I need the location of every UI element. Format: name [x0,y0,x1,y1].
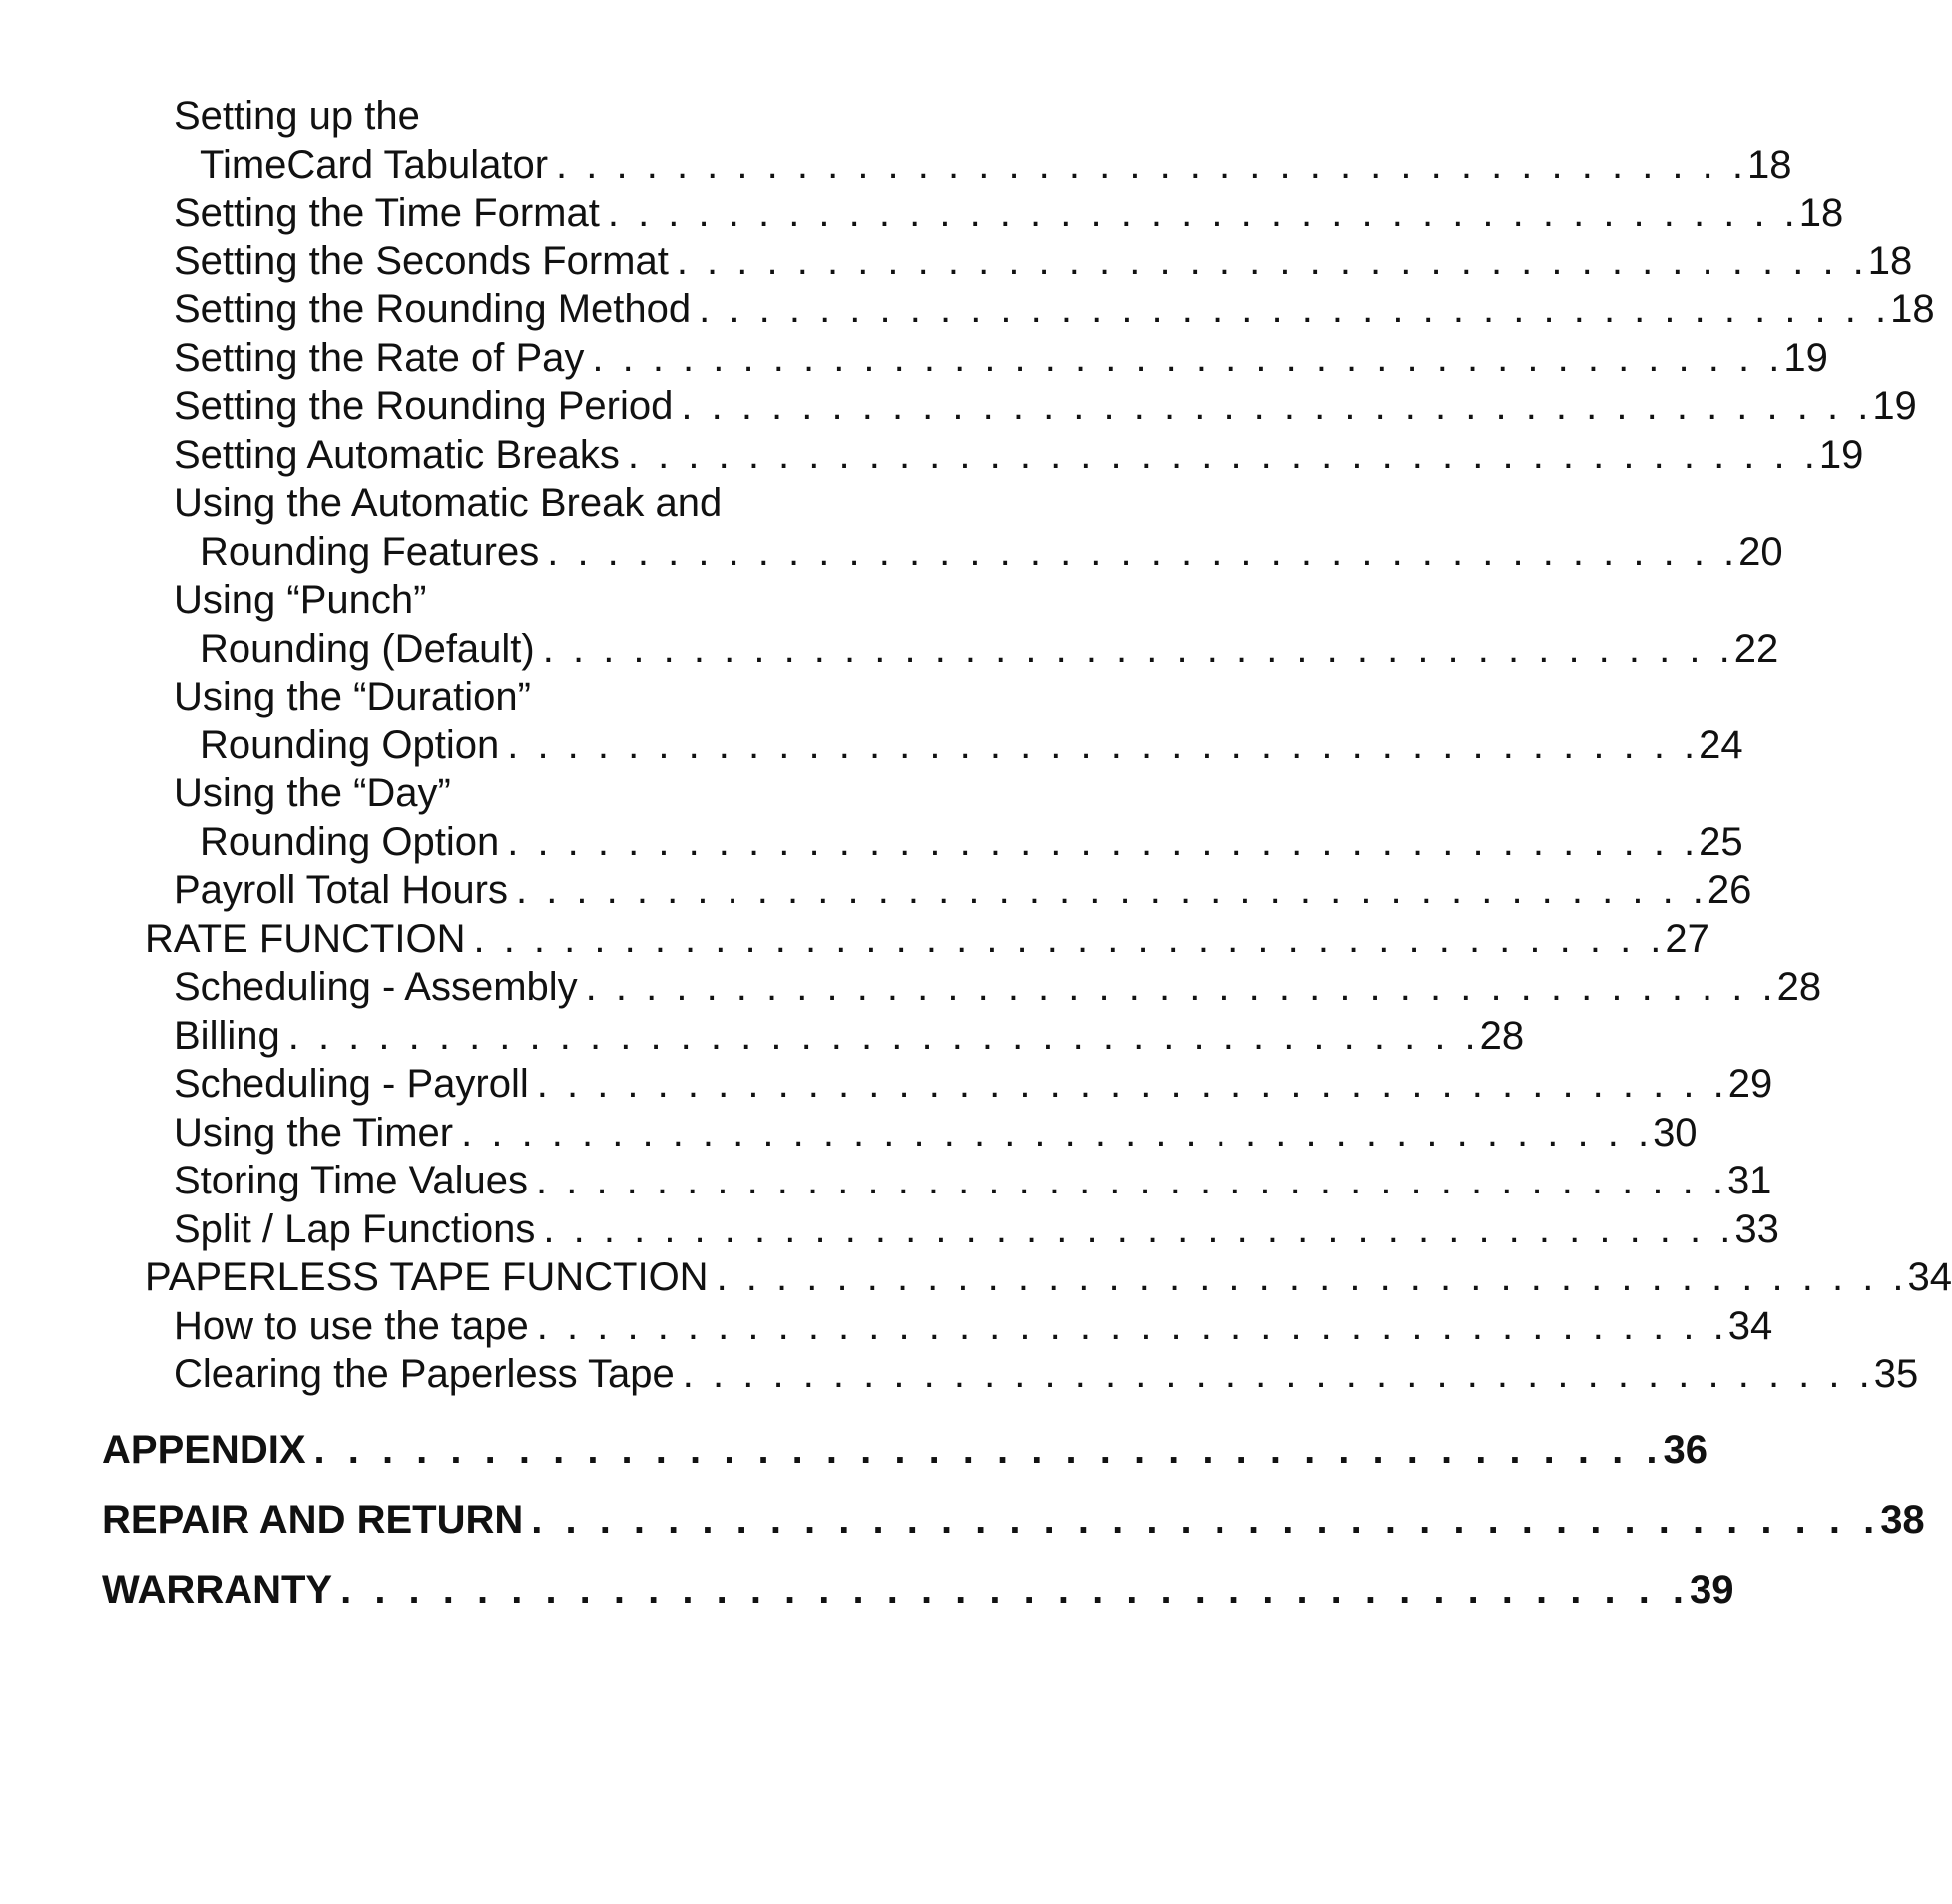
dot-leader: . . . . . . . . . . . . . . . . . . . . . . . . . . . . . . . . . . . . . . . . [676,238,1868,283]
toc-page-number: 34 [1907,1255,1952,1299]
toc-subsection-entry[interactable] [0,963,1822,1012]
toc-entry-title: Using the “Duration” [174,675,531,718]
toc-entry-line [0,963,1822,1012]
toc-entry-title: TimeCard Tabulator [200,142,549,187]
toc-entry-title: Scheduling - Assembly [174,965,578,1009]
toc-subsection-entry[interactable] [0,431,1864,480]
toc-page-number: 26 [1707,868,1752,912]
toc-entry-title: RATE FUNCTION [145,916,466,961]
toc-page-number: 25 [1699,819,1743,864]
dot-leader: . . . . . . . . . . . . . . . . . . . . . . . . . . . . . . . . . . . . . . . . [515,868,1708,912]
toc-page-number: 28 [1776,965,1822,1009]
toc-page-number: 28 [1479,1013,1525,1058]
toc-entry-line [0,334,1828,383]
toc-chapter-entry[interactable] [0,1415,1708,1485]
toc-entry-title: Setting the Rounding Period [174,384,674,428]
toc-page-number: 18 [1867,238,1913,283]
toc-entry-title: Rounding (Default) [200,626,535,671]
toc-entry-line [0,1205,1779,1254]
toc-entry-line [0,1157,1772,1205]
toc-page-number: 20 [1738,529,1783,574]
table-of-contents [0,92,1952,1625]
toc-entry-line [0,866,1752,915]
toc-subsection-entry[interactable] [0,479,1783,576]
toc-entry-title: Setting Automatic Breaks [174,432,620,477]
toc-page-number: 31 [1726,1159,1772,1202]
toc-chapter-title: REPAIR AND RETURN [102,1497,524,1542]
toc-subsection-entry[interactable] [0,1012,1525,1061]
toc-entry-line [0,189,1844,238]
dot-leader: . . . . . . . . . . . . . . . . . . . . . . . . . . . . . . . . . . . . . . . . [543,1206,1735,1251]
dot-leader: . . . . . . . . . . . . . . . . . . . . . . . . . . . . . . . . . . . . . . . . [556,142,1747,187]
toc-page-number: 27 [1665,916,1709,961]
toc-subsection-entry[interactable] [0,285,1935,334]
dot-leader: . . . . . . . . . . . . . . . . . . . . . . . . . . . . . . . . . . . . . . . . [716,1255,1908,1299]
toc-entry-line [0,528,1783,577]
dot-leader: . . . . . . . . . . . . . . . . . . . . . . . . . . . . . . . . . . . . . . . . [507,722,1700,767]
toc-page-number: 36 [1663,1427,1708,1472]
toc-page-number: 18 [1747,142,1792,187]
toc-page-number: 19 [1872,384,1917,428]
toc-subsection-entry[interactable] [0,1109,1698,1158]
toc-subsection-entry[interactable] [0,1350,1919,1399]
toc-entry-line [0,1350,1919,1399]
toc-subsection-entry[interactable] [0,866,1752,915]
toc-entry-line [0,769,840,818]
toc-subsection-entry[interactable] [0,769,1743,866]
toc-entry-title: Rounding Option [200,722,500,767]
toc-entry-title: Storing Time Values [174,1159,528,1202]
dot-leader: . . . . . . . . . . . . . . . . . . . . . . . . . . . . . . . . . . . . . . . . [340,1567,1691,1612]
toc-entry-title: Setting the Seconds Format [174,238,669,283]
toc-page-number: 29 [1727,1062,1773,1106]
toc-entry-title: Using the “Day” [174,771,451,815]
toc-entry-line [0,431,1864,480]
toc-entry-title: Using “Punch” [174,578,427,622]
toc-entry-line [0,479,840,528]
toc-entry-line [0,92,840,141]
dot-leader: . . . . . . . . . . . . . . . . . . . . . . . . . . . . . . . . . . . . . . . . [536,1062,1728,1106]
toc-entry-title: Rounding Option [200,819,500,864]
section-gap [0,1399,952,1415]
toc-chapter-title: APPENDIX [102,1427,306,1472]
dot-leader: . . . . . . . . . . . . . . . . . . . . . . . . . . . . . . . . . . . . . . . . [536,1303,1728,1348]
toc-entry-line [0,285,1935,334]
toc-entry-line [0,673,840,721]
dot-leader: . . . . . . . . . . . . . . . . . . . . . . . . . . . . . . . . . . . . . . . . [682,1352,1874,1396]
toc-section-entry[interactable] [0,1253,1952,1302]
toc-page-number: 39 [1690,1567,1734,1612]
toc-page-number: 19 [1818,432,1864,477]
toc-entry-line [0,818,1743,867]
dot-leader: . . . . . . . . . . . . . . . . . . . . . . . . . . . . . . . . . . . . . . . . [681,384,1873,428]
toc-entry-title: How to use the tape [174,1303,529,1348]
toc-entry-line [0,1253,1952,1302]
toc-entry-line [0,576,840,625]
toc-chapter-title: WARRANTY [102,1567,333,1612]
dot-leader: . . . . . . . . . . . . . . . . . . . . . . . . . . . . . . . . . . . . . . . . [287,1013,1480,1058]
toc-entry-line [0,382,1917,431]
toc-subsection-entry[interactable] [0,1302,1773,1351]
toc-entry-title: Scheduling - Payroll [174,1062,529,1106]
dot-leader: . . . . . . . . . . . . . . . . . . . . . . . . . . . . . . . . . . . . . . . . [531,1497,1881,1542]
toc-entry-title: Using the Automatic Break and [174,481,723,525]
toc-page-number: 35 [1873,1352,1919,1396]
dot-leader: . . . . . . . . . . . . . . . . . . . . . . . . . . . . . . . . . . . . . . . . [627,432,1819,477]
toc-entry-line [0,1415,1708,1485]
dot-leader: . . . . . . . . . . . . . . . . . . . . . . . . . . . . . . . . . . . . . . . . [507,819,1700,864]
toc-entry-title: Split / Lap Functions [174,1206,536,1251]
toc-page-number: 33 [1734,1206,1779,1251]
toc-entry-line [0,238,1913,286]
dot-leader: . . . . . . . . . . . . . . . . . . . . . . . . . . . . . . . . . . . . . . . . [542,626,1734,671]
toc-page-number: 38 [1880,1497,1925,1542]
dot-leader: . . . . . . . . . . . . . . . . . . . . . . . . . . . . . . . . . . . . . . . . [473,916,1666,961]
toc-entry-line [0,625,1779,674]
toc-page-number: 34 [1727,1303,1773,1348]
toc-page-number: 24 [1699,722,1743,767]
toc-entry-line [0,1060,1773,1109]
toc-entry-line [0,1109,1698,1158]
dot-leader: . . . . . . . . . . . . . . . . . . . . . . . . . . . . . . . . . . . . . . . . [461,1110,1654,1155]
toc-page-number: 22 [1733,626,1779,671]
toc-subsection-entry[interactable] [0,334,1828,383]
toc-subsection-entry[interactable] [0,238,1913,286]
toc-page-number: 18 [1890,287,1935,331]
dot-leader: . . . . . . . . . . . . . . . . . . . . . . . . . . . . . . . . . . . . . . . . [535,1159,1727,1202]
toc-chapter-entry[interactable] [0,1485,1925,1555]
toc-subsection-entry[interactable] [0,92,1792,189]
toc-subsection-entry[interactable] [0,576,1779,673]
dot-leader: . . . . . . . . . . . . . . . . . . . . . . . . . . . . . . . . . . . . . . . . [592,335,1784,380]
toc-entry-title: Payroll Total Hours [174,868,508,912]
dot-leader: . . . . . . . . . . . . . . . . . . . . . . . . . . . . . . . . . . . . . . . . [547,529,1739,574]
toc-entry-line [0,1485,1925,1555]
toc-entry-title: Rounding Features [200,529,540,574]
toc-entry-title: Setting the Rate of Pay [174,335,585,380]
toc-chapter-entry[interactable] [0,1555,1734,1625]
toc-entry-title: Setting the Time Format [174,191,600,235]
toc-entry-title: Using the Timer [174,1110,454,1155]
toc-entry-line [0,915,1709,964]
dot-leader: . . . . . . . . . . . . . . . . . . . . . . . . . . . . . . . . . . . . . . . . [699,287,1891,331]
toc-page-number: 30 [1653,1110,1698,1155]
toc-subsection-entry[interactable] [0,1157,1772,1205]
toc-subsection-entry[interactable] [0,189,1844,238]
toc-entry-line [0,1555,1734,1625]
dot-leader: . . . . . . . . . . . . . . . . . . . . . . . . . . . . . . . . . . . . . . . . [313,1427,1664,1472]
toc-page-number: 18 [1798,191,1844,235]
toc-page-number: 19 [1783,335,1828,380]
toc-entry-title: PAPERLESS TAPE FUNCTION [145,1255,709,1299]
toc-section-entry[interactable] [0,915,1709,964]
toc-entry-line [0,141,1792,190]
dot-leader: . . . . . . . . . . . . . . . . . . . . . . . . . . . . . . . . . . . . . . . . [585,965,1777,1009]
toc-entry-line [0,1302,1773,1351]
toc-entry-line [0,1012,1525,1061]
toc-entry-line [0,721,1743,770]
toc-subsection-entry[interactable] [0,673,1743,769]
dot-leader: . . . . . . . . . . . . . . . . . . . . . . . . . . . . . . . . . . . . . . . . [607,191,1799,235]
toc-entry-title: Setting the Rounding Method [174,287,692,331]
toc-entry-title: Setting up the [174,94,420,138]
toc-subsection-entry[interactable] [0,382,1917,431]
toc-subsection-entry[interactable] [0,1205,1779,1254]
toc-entry-title: Clearing the Paperless Tape [174,1352,675,1396]
toc-subsection-entry[interactable] [0,1060,1773,1109]
toc-entry-title: Billing [174,1013,280,1058]
